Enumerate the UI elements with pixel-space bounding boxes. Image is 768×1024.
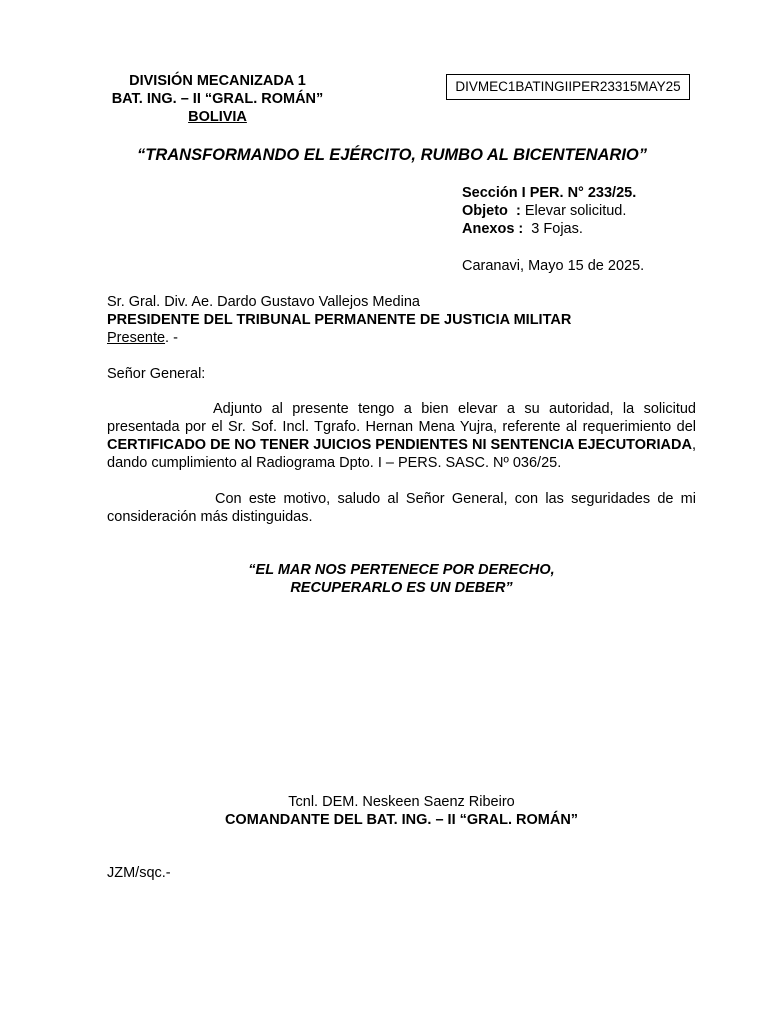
header-battalion: BAT. ING. – II “GRAL. ROMÁN” bbox=[111, 91, 324, 107]
object-label: Objeto : bbox=[462, 203, 521, 219]
body-paragraph-1 bbox=[107, 400, 696, 472]
closing-motto bbox=[107, 561, 696, 597]
annex-value: 3 Fojas. bbox=[523, 221, 583, 237]
typist-initials: JZM/sqc.- bbox=[107, 865, 171, 881]
place-date: Caranavi, Mayo 15 de 2025. bbox=[462, 258, 645, 274]
recipient-title: PRESIDENTE DEL TRIBUNAL PERMANENTE DE JUSTICIA MILITAR bbox=[107, 312, 572, 328]
signature-block bbox=[107, 793, 696, 829]
para1-bold: CERTIFICADO DE NO TENER JUICIOS PENDIENTES NI SENTENCIA EJECUTORIADA bbox=[107, 437, 692, 453]
reference-code-box: DIVMEC1BATINGIIPER23315MAY25 bbox=[446, 74, 690, 100]
object-row bbox=[462, 202, 722, 220]
recipient-presente bbox=[107, 329, 707, 347]
para1-text-1: Adjunto al presente tengo a bien elevar a su autoridad, la solicitud presentada por el Sr. Sof. Incl. Tgrafo. Hernan Mena Yujra, referente al requerimiento del bbox=[107, 401, 696, 435]
document-meta bbox=[462, 184, 722, 238]
header-division: DIVISIÓN MECANIZADA 1 bbox=[129, 73, 306, 89]
closing-motto-line-1: “EL MAR NOS PERTENECE POR DERECHO, bbox=[248, 562, 555, 578]
annex-label: Anexos : bbox=[462, 221, 524, 237]
greeting: Señor General: bbox=[107, 366, 206, 382]
institutional-motto: “TRANSFORMANDO EL EJÉRCITO, RUMBO AL BICENTENARIO” bbox=[137, 146, 647, 164]
recipient-name: Sr. Gral. Div. Ae. Dardo Gustavo Vallejos Medina bbox=[107, 294, 420, 310]
body-paragraph-2 bbox=[107, 490, 696, 526]
presente-text: Presente bbox=[107, 330, 166, 346]
object-value: Elevar solicitud. bbox=[520, 203, 627, 219]
closing-motto-line-2: RECUPERARLO ES UN DEBER” bbox=[290, 580, 513, 596]
para2-text: Con este motivo, saludo al Señor General, con las seguridades de mi consideración más distinguidas. bbox=[107, 491, 696, 525]
annex-row bbox=[462, 220, 722, 238]
presente-suffix: . - bbox=[165, 330, 178, 346]
signatory-name: Tcnl. DEM. Neskeen Saenz Ribeiro bbox=[288, 794, 515, 810]
para1-text-2: , dando cumplimiento al Radiograma Dpto. I – PERS. SASC. Nº 036/25. bbox=[107, 437, 696, 471]
unit-header bbox=[100, 72, 335, 126]
header-country: BOLIVIA bbox=[188, 109, 247, 125]
signatory-title: COMANDANTE DEL BAT. ING. – II “GRAL. ROMÁN” bbox=[224, 812, 579, 828]
recipient-block bbox=[107, 293, 707, 347]
section-number: Sección I PER. N° 233/25. bbox=[462, 185, 637, 201]
